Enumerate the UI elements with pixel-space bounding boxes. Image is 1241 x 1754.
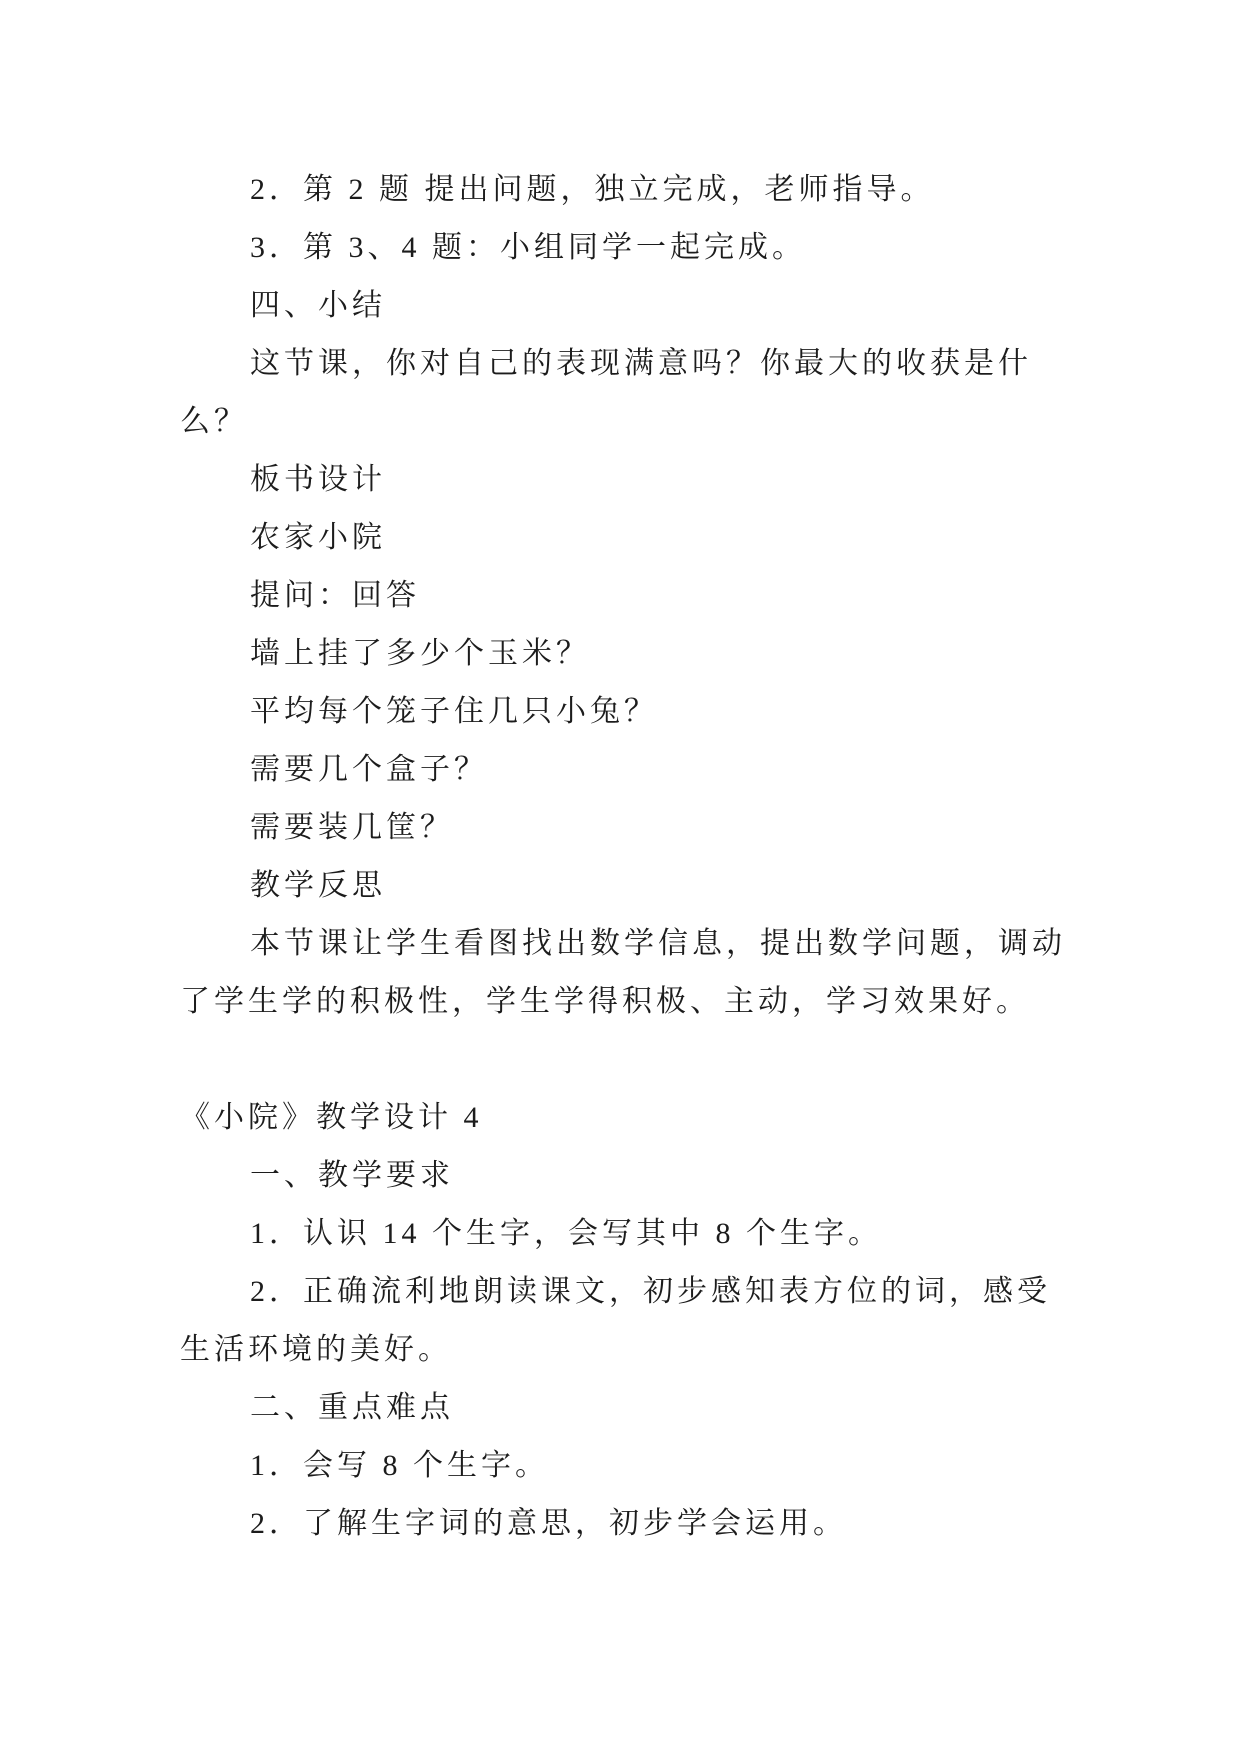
text-line: 1．会写 8 个生字。 bbox=[250, 1449, 549, 1482]
text-line: 2．了解生字词的意思，初步学会运用。 bbox=[250, 1507, 847, 1540]
text-line: 生活环境的美好。 bbox=[180, 1333, 452, 1366]
text-line: 墙上挂了多少个玉米？ bbox=[250, 637, 590, 670]
text-line: 二、重点难点 bbox=[250, 1391, 454, 1424]
text-line: 本节课让学生看图找出数学信息，提出数学问题，调动 bbox=[250, 927, 1066, 960]
text-line: 教学反思 bbox=[250, 869, 386, 902]
text-line: 需要装几筐？ bbox=[250, 811, 454, 844]
document-text-block bbox=[180, 161, 1072, 1553]
text-line: 2．正确流利地朗读课文，初步感知表方位的词，感受 bbox=[250, 1275, 1051, 1308]
text-line: 2．第 2 题 提出问题，独立完成，老师指导。 bbox=[250, 173, 935, 206]
text-line bbox=[180, 1031, 1072, 1089]
text-line: 么？ bbox=[180, 405, 248, 438]
text-line: 需要几个盒子？ bbox=[250, 753, 488, 786]
text-line: 农家小院 bbox=[250, 521, 386, 554]
text-line: 这节课，你对自己的表现满意吗？你最大的收获是什 bbox=[250, 347, 1032, 380]
text-line: 平均每个笼子住几只小兔？ bbox=[250, 695, 658, 728]
text-line: 3．第 3、4 题：小组同学一起完成。 bbox=[250, 231, 806, 264]
text-line: 了学生学的积极性，学生学得积极、主动，学习效果好。 bbox=[180, 985, 1030, 1018]
text-line: 《小院》教学设计 4 bbox=[180, 1101, 483, 1134]
text-line: 一、教学要求 bbox=[250, 1159, 454, 1192]
text-line: 板书设计 bbox=[250, 463, 386, 496]
text-line: 提问：回答 bbox=[250, 579, 420, 612]
text-line: 四、小结 bbox=[250, 289, 386, 322]
text-line: 1．认识 14 个生字，会写其中 8 个生字。 bbox=[250, 1217, 882, 1250]
